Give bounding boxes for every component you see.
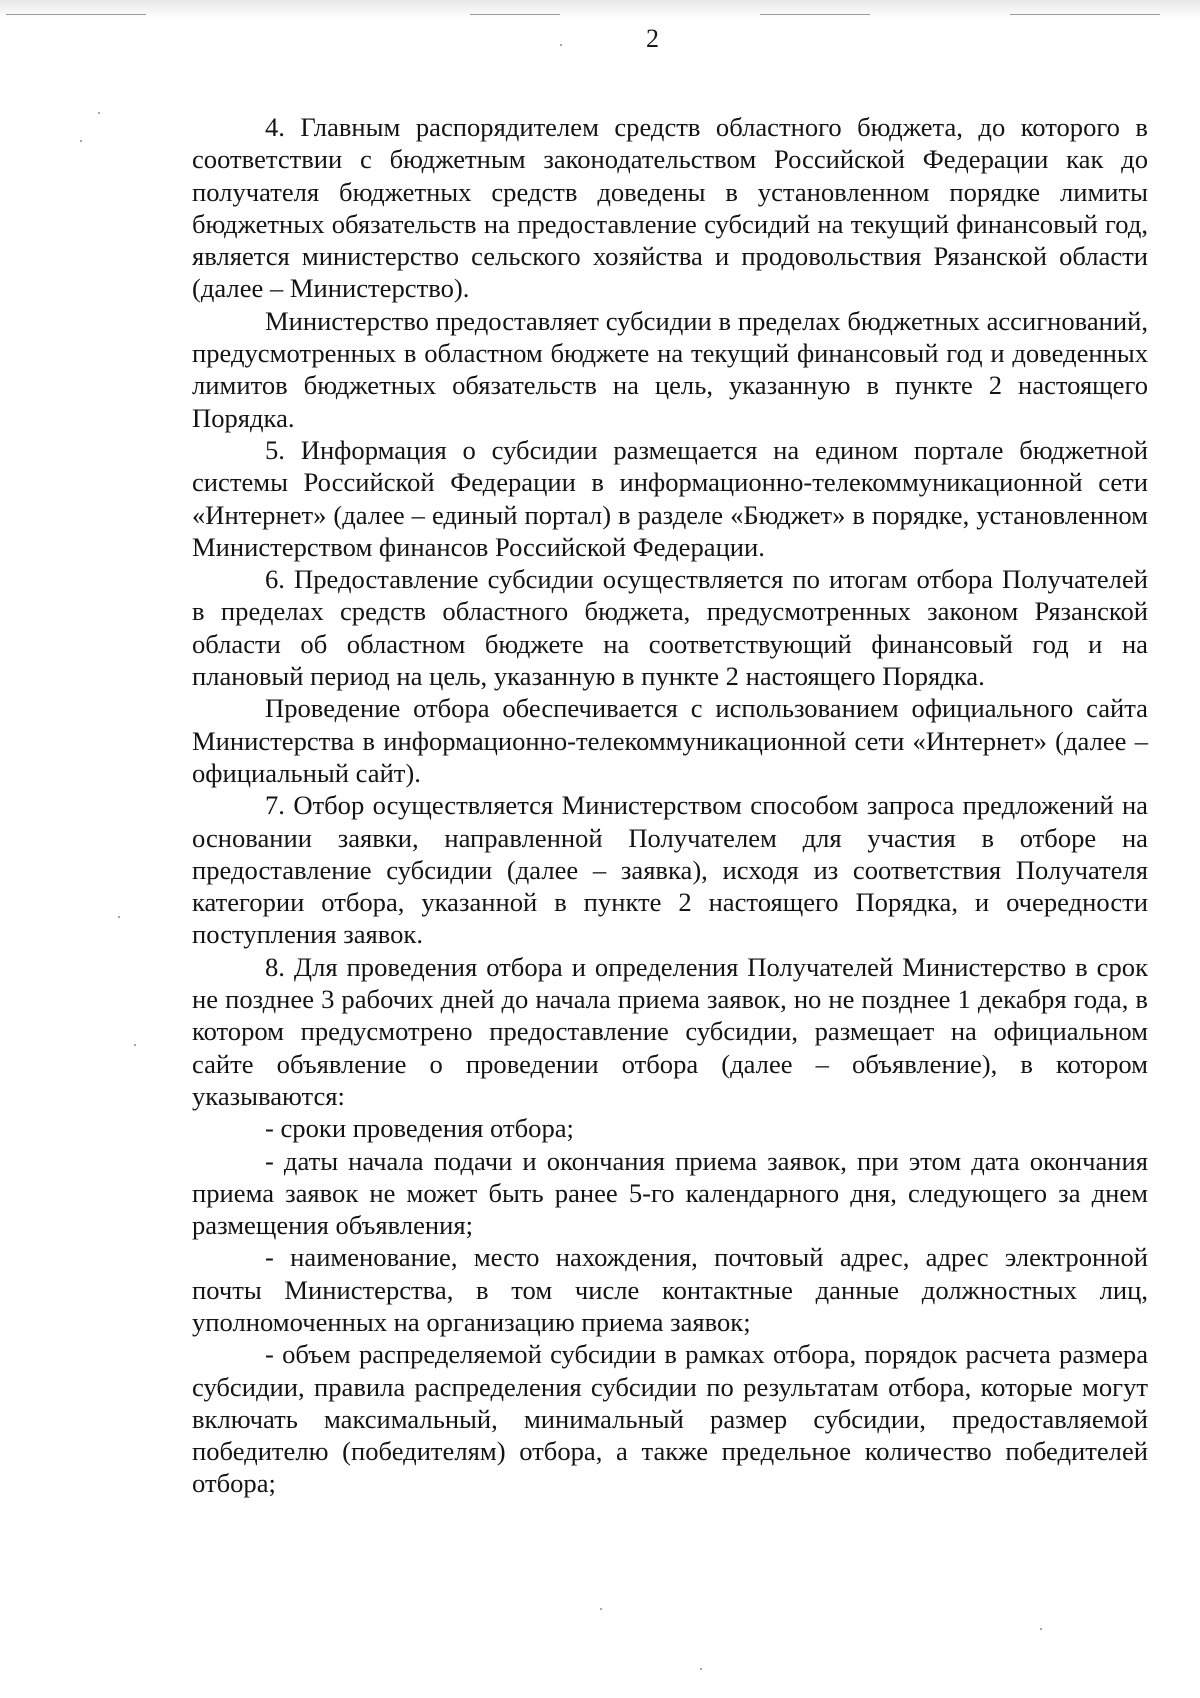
scan-artifact: [6, 14, 146, 15]
scan-artifact: [470, 14, 560, 15]
paragraph-6: 6. Предоставление субсидии осуществляется по итогам отбора Получателей в пределах средств областного бюджета, предусмотренных законом Рязанской области об областном бюджете на соответствующий финансовый год и на плановый период на цель, указанную в пункте 2 настоящего Порядка.: [192, 564, 1148, 692]
scan-artifact: [80, 140, 82, 142]
list-item: - сроки проведения отбора;: [265, 1113, 574, 1144]
paragraph-5: 5. Информация о субсидии размещается на едином портале бюджетной системы Российской Федерации в информационно-телекоммуникационной сети «Интернет» (далее – единый портал) в разделе «Бюджет» в порядке, установленном Министерством финансов Российской Федерации.: [192, 434, 1148, 562]
scan-artifact: [600, 1608, 602, 1610]
scan-top-edge: [0, 0, 1200, 18]
list-item: - даты начала подачи и окончания приема заявок, при этом дата окончания приема заявок не может быть ранее 5-го календарного дня, следующего за днем размещения объявления;: [192, 1145, 1148, 1241]
scan-artifact: [134, 1044, 136, 1046]
paragraph-4-continuation: Министерство предоставляет субсидии в пределах бюджетных ассигнований, предусмотренных в областном бюджете на текущий финансовый год и доведенных лимитов бюджетных обязательств на цель, указанную в пункте 2 настоящего Порядка.: [192, 305, 1148, 433]
scan-artifact: [760, 14, 870, 15]
list-item: - наименование, место нахождения, почтовый адрес, адрес электронной почты Министерства, в том числе контактные данные должностных лиц, уполномоченных на организацию приема заявок;: [192, 1242, 1148, 1337]
list-item: - объем распределяемой субсидии в рамках отбора, порядок расчета размера субсидии, правила распределения субсидии по результатам отбора, которые могут включать максимальный, минимальный размер субсидии, предоставляемой победителю (победителям) отбора, а также предельное количество победителей отбора;: [192, 1339, 1148, 1499]
paragraph-6-continuation: Проведение отбора обеспечивается с использованием официального сайта Министерства в информационно-телекоммуникационной сети «Интернет» (далее – официальный сайт).: [192, 693, 1148, 788]
paragraph-7: 7. Отбор осуществляется Министерством способом запроса предложений на основании заявки, направленной Получателем для участия в отборе на предоставление субсидии (далее – заявка), исходя из соответствия Получателя категории отбора, указанной в пункте 2 настоящего Порядка, и очередности поступления заявок.: [192, 790, 1148, 950]
scan-artifact: [1040, 1628, 1042, 1630]
scan-artifact: [700, 1668, 702, 1670]
scan-artifact: [118, 916, 120, 918]
paragraph-8: 8. Для проведения отбора и определения Получателей Министерство в срок не позднее 3 рабочих дней до начала приема заявок, но не позднее 1 декабря года, в котором предусмотрено предоставление субсидии, размещает на официальном сайте объявление о проведении отбора (далее – объявление), в котором указываются:: [192, 951, 1148, 1111]
scan-artifact: [1010, 14, 1160, 15]
paragraph-4: 4. Главным распорядителем средств областного бюджета, до которого в соответствии с бюджетным законодательством Российской Федерации как до получателя бюджетных средств доведены в установленном порядке лимиты бюджетных обязательств на предоставление субсидий на текущий финансовый год, является министерство сельского хозяйства и продовольствия Рязанской области (далее – Министерство).: [192, 112, 1148, 304]
page-number: 2: [646, 24, 659, 53]
document-body: [192, 111, 1148, 1500]
scan-artifact: [98, 112, 100, 114]
